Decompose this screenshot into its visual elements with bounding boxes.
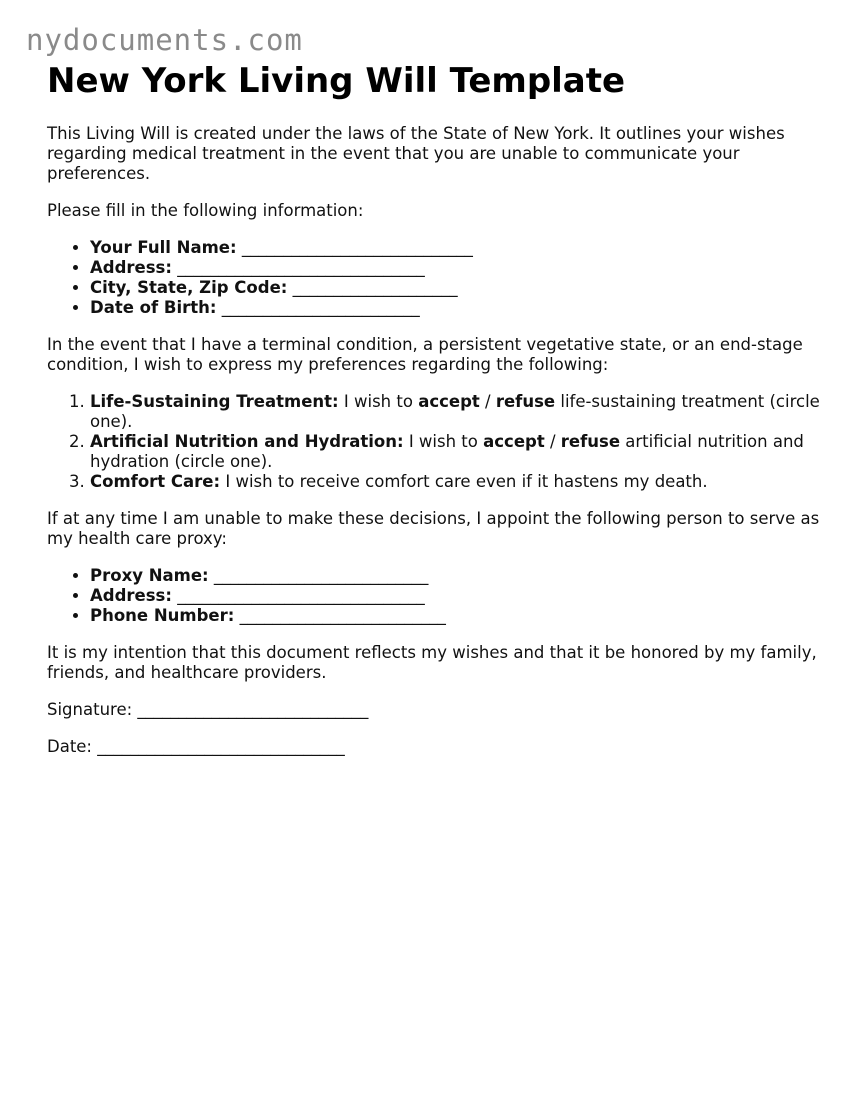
proxy-address-blank: ______________________________	[177, 586, 425, 605]
full-name-blank: ____________________________	[241, 238, 473, 257]
accept-option: accept	[418, 392, 480, 411]
preference-text: artificial nutrition and hydration (circle one).	[90, 432, 804, 471]
full-name-label: Your Full Name:	[90, 238, 237, 257]
refuse-option: refuse	[560, 432, 621, 451]
preference-label: Comfort Care:	[90, 472, 221, 491]
proxy-info-list	[47, 566, 822, 626]
list-item	[90, 606, 822, 626]
intro-paragraph: This Living Will is created under the laws of the State of New York. It outlines your wishes regarding medical treatment in the event that you are unable to communicate your preferences.	[47, 124, 785, 183]
preference-text: I wish to	[403, 432, 484, 451]
list-item	[90, 238, 822, 258]
date-of-birth-label: Date of Birth:	[90, 298, 217, 317]
signature-line: Signature: ____________________________	[47, 700, 369, 719]
preference-life-sustaining	[90, 392, 822, 432]
option-separator: /	[479, 392, 496, 411]
preference-text: I wish to	[338, 392, 419, 411]
intention-paragraph: It is my intention that this document reflects my wishes and that it be honored by my family, friends, and healthcare providers.	[47, 643, 817, 682]
address-blank: ______________________________	[177, 258, 425, 277]
preference-text: life-sustaining treatment (circle one).	[90, 392, 820, 431]
date-line: Date: ______________________________	[47, 737, 345, 756]
proxy-phone-label: Phone Number:	[90, 606, 235, 625]
preferences-list	[47, 392, 822, 492]
address-label: Address:	[90, 258, 172, 277]
page-title: New York Living Will Template	[47, 61, 626, 101]
list-item	[90, 298, 822, 318]
option-separator: /	[544, 432, 561, 451]
list-item	[90, 278, 822, 298]
accept-option: accept	[483, 432, 545, 451]
proxy-address-label: Address:	[90, 586, 172, 605]
preference-label: Life-Sustaining Treatment:	[90, 392, 339, 411]
fill-prompt: Please fill in the following information:	[47, 201, 364, 220]
proxy-name-label: Proxy Name:	[90, 566, 209, 585]
watermark: nydocuments.com	[26, 23, 303, 57]
list-item	[90, 566, 822, 586]
preference-nutrition-hydration	[90, 432, 822, 472]
proxy-intro-paragraph: If at any time I am unable to make these decisions, I appoint the following person to serve as my health care proxy:	[47, 509, 820, 548]
condition-paragraph: In the event that I have a terminal condition, a persistent vegetative state, or an end-stage condition, I wish to express my preferences regarding the following:	[47, 335, 803, 374]
list-item	[90, 586, 822, 606]
document-page	[47, 62, 822, 757]
proxy-name-blank: __________________________	[213, 566, 429, 585]
proxy-phone-blank: _________________________	[239, 606, 446, 625]
refuse-option: refuse	[495, 392, 556, 411]
list-item	[90, 258, 822, 278]
preference-comfort-care	[90, 472, 822, 492]
preference-text: I wish to receive comfort care even if it hastens my death.	[220, 472, 708, 491]
personal-info-list	[47, 238, 822, 318]
preference-label: Artificial Nutrition and Hydration:	[90, 432, 404, 451]
date-of-birth-blank: ________________________	[221, 298, 420, 317]
city-state-zip-blank: ____________________	[292, 278, 458, 297]
city-state-zip-label: City, State, Zip Code:	[90, 278, 288, 297]
